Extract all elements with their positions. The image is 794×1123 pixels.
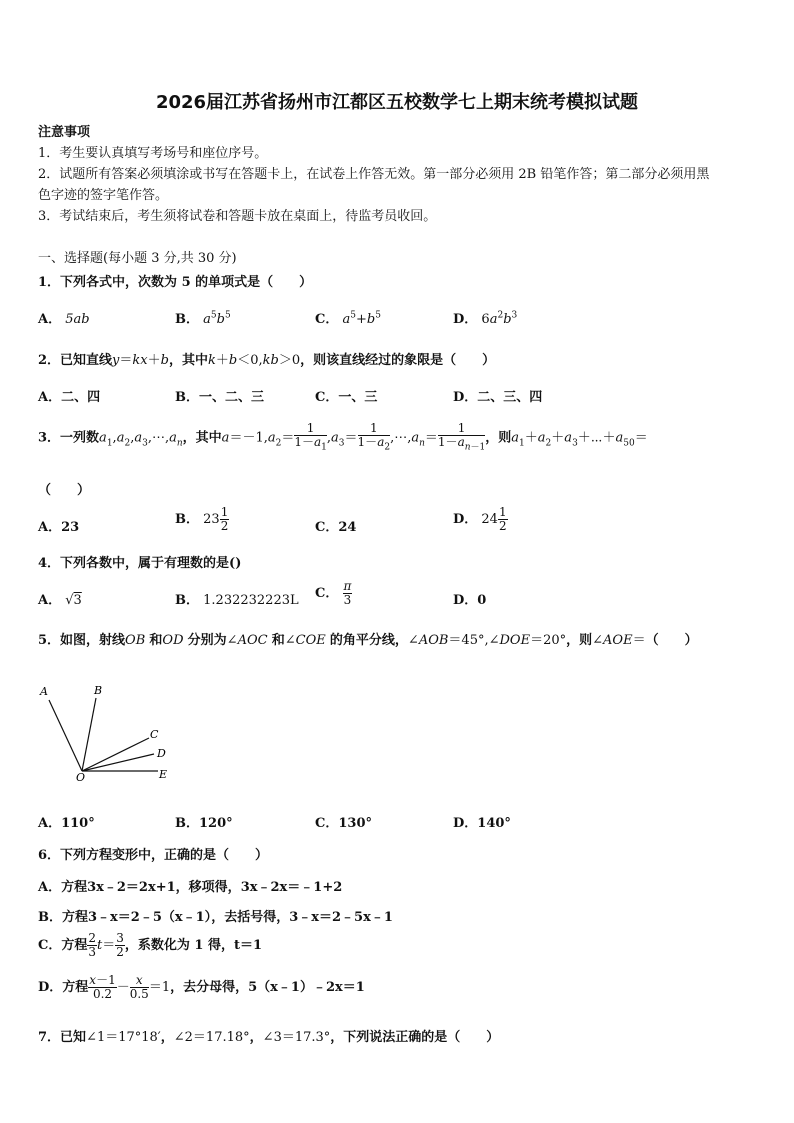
q4-option-c: C． $\frac{\pi}{3}$ bbox=[315, 579, 352, 607]
q6-option-a: A．方程3x﹣2＝2x+1，移项得，3x﹣2x＝﹣1+2 bbox=[38, 880, 343, 895]
label-c: C bbox=[150, 728, 159, 741]
label-b: B bbox=[94, 684, 103, 697]
label-e: E bbox=[159, 768, 168, 781]
q4-option-a: A． √3 bbox=[38, 593, 82, 608]
section-heading: 一、选择题(每小题 3 分,共 30 分) bbox=[38, 251, 237, 266]
q1-option-a: A． 5ab bbox=[38, 312, 90, 327]
q6-option-c: C．方程 $\frac{2}{3}$ t＝ $\frac{3}{2}$ ，系数化为 1 得，t＝1 bbox=[38, 931, 263, 959]
notice-item: 2．试题所有答案必须填涂或书写在答题卡上，在试卷上作答无效。第一部分必须用 2B 铅笔作答；第二部分必须用黑 bbox=[38, 167, 710, 182]
angle-diagram bbox=[36, 680, 176, 785]
question-1-stem: 1．下列各式中，次数为 5 的单项式是（ ） bbox=[38, 275, 313, 290]
q3-option-b: B． 23 $\frac{1}{2}$ bbox=[175, 505, 229, 533]
q6-option-d: D．方程 $\frac{x-1}{0.2}$ － $\frac{x}{0.5}$ ＝1，去分母得，5（x﹣1）﹣2x＝1 bbox=[38, 973, 365, 1001]
label-o: O bbox=[76, 771, 86, 784]
notice-item: 1．考生要认真填写考场号和座位序号。 bbox=[38, 146, 268, 161]
q1-option-b: B． $a^5b^5$ bbox=[175, 310, 231, 327]
q2-option-a: A．二、四 bbox=[38, 390, 101, 405]
question-3-stem: 3．一列数$a_1,a_2,a_3,\cdots,a_n$，其中$a=-1,a_2=$ $\frac{1}{1-a_1}$ $,a_3=$ $\frac{1}{1-a_2}$ $,\cdots,a_n=$ $\frac{1}{1-a_{n-1}}$ ，则$a_1+a_2+a_3+\cdots+a_{50}=$ bbox=[38, 421, 648, 453]
q3-option-c: C．24 bbox=[315, 520, 357, 535]
ray-oc bbox=[82, 738, 149, 771]
q3-answer-paren: （ ） bbox=[38, 483, 91, 498]
q2-option-b: B．一、二、三 bbox=[175, 390, 264, 405]
q3-option-d: D． 24 $\frac{1}{2}$ bbox=[453, 505, 507, 533]
q2-option-c: C．一、三 bbox=[315, 390, 378, 405]
q5-option-b: B．120° bbox=[175, 816, 233, 831]
q2-option-d: D．二、三、四 bbox=[453, 390, 543, 405]
question-7-stem: 7．已知∠1＝17°18′，∠2＝17.18°，∠3＝17.3°，下列说法正确的是（ ） bbox=[38, 1030, 500, 1045]
ray-od bbox=[82, 754, 154, 771]
notice-item: 3．考试结束后，考生须将试卷和答题卡放在桌面上，待监考员收回。 bbox=[38, 209, 437, 224]
label-d: D bbox=[157, 747, 166, 760]
question-5-stem: 5．如图，射线OB 和OD 分别为∠AOC 和∠COE 的角平分线，∠AOB＝45°,∠DOE＝20°，则∠AOE＝（ ） bbox=[38, 633, 698, 648]
question-2-stem: 2．已知直线y＝kx＋b，其中k＋b＜0,kb＞0，则该直线经过的象限是（ ） bbox=[38, 353, 496, 368]
q4-option-b: B． 1.232232223L bbox=[175, 593, 299, 608]
q5-option-d: D．140° bbox=[453, 816, 511, 831]
q6-option-b: B．方程3﹣x＝2﹣5（x﹣1），去括号得，3﹣x＝2﹣5x﹣1 bbox=[38, 910, 393, 925]
page-title: 2026届江苏省扬州市江都区五校数学七上期末统考模拟试题 bbox=[155, 92, 639, 113]
notice-heading: 注意事项 bbox=[38, 125, 91, 140]
q3-option-a: A．23 bbox=[38, 520, 80, 535]
q5-option-c: C．130° bbox=[315, 816, 372, 831]
ray-ob bbox=[82, 698, 96, 771]
q1-option-c: C． $a^5+b^5$ bbox=[315, 310, 381, 327]
q4-option-d: D．0 bbox=[453, 593, 487, 608]
label-a: A bbox=[40, 685, 48, 698]
question-4-stem: 4．下列各数中，属于有理数的是() bbox=[38, 556, 242, 571]
ray-oa bbox=[49, 700, 82, 771]
notice-item: 色字迹的签字笔作答。 bbox=[38, 188, 169, 203]
q1-option-d: D． $6a^2b^3$ bbox=[453, 310, 518, 327]
question-6-stem: 6．下列方程变形中，正确的是（ ） bbox=[38, 848, 269, 863]
q5-option-a: A．110° bbox=[38, 816, 95, 831]
